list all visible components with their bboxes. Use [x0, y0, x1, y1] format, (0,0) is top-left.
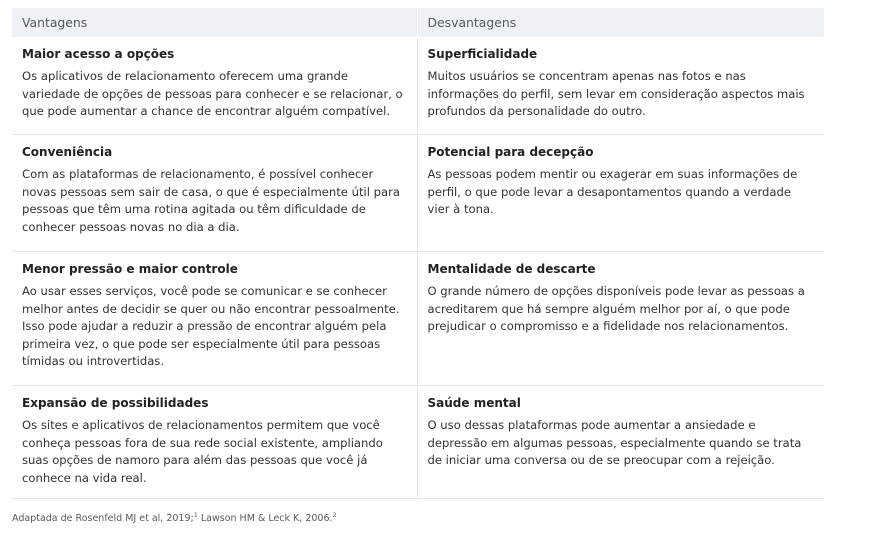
- advantage-title: Expansão de possibilidades: [22, 396, 209, 410]
- disadvantage-text: As pessoas podem mentir ou exagerar em suas informações de perfil, o que pode levar a desapontamentos quando a verdade vier à tona.: [427, 167, 798, 217]
- advantage-title: Conveniência: [22, 145, 113, 159]
- disadvantage-title: Mentalidade de descarte: [427, 262, 596, 276]
- table-row: [12, 37, 824, 135]
- footnote-ref-2: 2: [332, 511, 337, 519]
- comparison-table-container: [12, 8, 824, 499]
- disadvantage-title: Superficialidade: [427, 47, 538, 61]
- advantage-text: Com as plataformas de relacionamento, é possível conhecer novas pessoas sem sair de casa, o que é especialmente útil para pessoas que têm uma rotina agitada ou têm dificuldade de conhecer pessoas novas no dia a dia.: [22, 167, 400, 234]
- advantage-title: Maior acesso a opções: [22, 47, 175, 61]
- advantage-text: Os sites e aplicativos de relacionamentos permitem que você conheça pessoas fora de sua rede social existente, ampliando suas opções de namoro para além das pessoas que você já conhece na vida real.: [22, 418, 383, 485]
- disadvantage-text: O uso dessas plataformas pode aumentar a ansiedade e depressão em algumas pessoas, especialmente quando se trata de iniciar uma conversa ou de se preocupar com a rejeição.: [427, 418, 802, 468]
- table-row: [12, 252, 824, 386]
- advantage-title: Menor pressão e maior controle: [22, 262, 238, 276]
- footnote-text-2: Lawson HM & Leck K, 2006.: [197, 513, 333, 525]
- advantage-text: Os aplicativos de relacionamento oferecem uma grande variedade de opções de pessoas para conhecer e se relacionar, o que pode aumentar a chance de encontrar alguém compatível.: [22, 69, 403, 119]
- advantage-cell: [12, 37, 417, 135]
- disadvantage-text: O grande número de opções disponíveis pode levar as pessoas a acreditarem que há sempre alguém melhor por aí, o que pode prejudicar o compromisso e a fidelidade nos relacionamentos.: [427, 284, 805, 334]
- source-footnote: [12, 511, 337, 524]
- disadvantage-text: Muitos usuários se concentram apenas nas fotos e nas informações do perfil, sem levar em consideração aspectos mais profundos da personalidade do outro.: [427, 69, 805, 119]
- header-disadvantages: Desvantagens: [417, 8, 824, 37]
- header-advantages: Vantagens: [12, 8, 417, 37]
- disadvantage-cell: [417, 37, 824, 135]
- footnote-ref-1: 1: [193, 511, 198, 519]
- advantage-cell: [12, 135, 417, 252]
- table-row: [12, 135, 824, 252]
- comparison-table: [12, 8, 824, 499]
- advantage-text: Ao usar esses serviços, você pode se comunicar e se conhecer melhor antes de decidir se quer ou não encontrar pessoalmente. Isso pode ajudar a reduzir a pressão de encontrar alguém pela primeira vez, o que pode ser especialmente útil para pessoas tímidas ou introvertidas.: [22, 284, 400, 369]
- disadvantage-cell: [417, 135, 824, 252]
- disadvantage-cell: [417, 252, 824, 386]
- advantage-cell: [12, 386, 417, 499]
- table-header-row: [12, 8, 824, 37]
- disadvantage-cell: [417, 386, 824, 499]
- footnote-text-1: Adaptada de Rosenfeld MJ et al, 2019;: [12, 513, 194, 525]
- disadvantage-title: Saúde mental: [427, 396, 521, 410]
- advantage-cell: [12, 252, 417, 386]
- table-row: [12, 386, 824, 499]
- disadvantage-title: Potencial para decepção: [427, 145, 594, 159]
